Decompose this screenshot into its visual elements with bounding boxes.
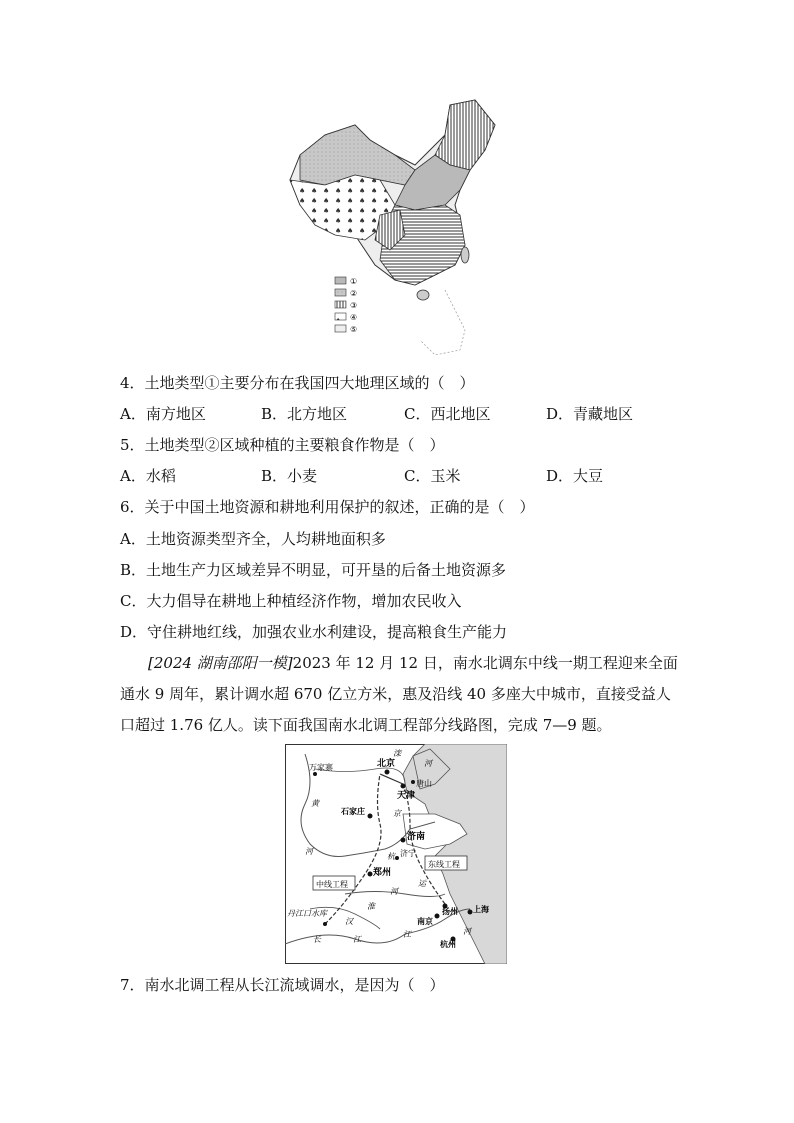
legend-label-1: ①: [350, 277, 358, 286]
river-jing: 京: [393, 809, 401, 818]
river-huai: 淮: [367, 902, 375, 911]
city-jining: 济宁: [400, 849, 416, 858]
city-zhengzhou: 郑州: [373, 868, 392, 878]
river-he-1: 河: [424, 759, 432, 768]
q6-option-d[interactable]: D．守住耕地红线，加强农业水利建设，提高粮食生产能力: [120, 623, 508, 641]
river-chang: 长: [313, 935, 321, 944]
q5-option-d[interactable]: D．大豆: [546, 467, 604, 485]
river-he-2: 河: [305, 847, 313, 856]
river-hang: 杭: [387, 852, 395, 861]
q6-option-a[interactable]: A．土地资源类型齐全，人均耕地面积多: [120, 530, 386, 548]
q5-option-c[interactable]: C．玉米: [404, 467, 461, 485]
river-he-4: 河: [463, 927, 471, 936]
river-luan: 滦: [393, 749, 401, 758]
china-land-type-map: [285, 95, 505, 360]
q4-option-c[interactable]: C．西北地区: [404, 405, 491, 423]
city-jinan: 济南: [407, 832, 426, 842]
question-4-stem: 4．土地类型①主要分布在我国四大地理区域的（ ）: [120, 374, 475, 392]
passage-text: 2023 年 12 月 12 日，南水北调东中线一期工程迎来全面通水 9 周年，累计调水超 670 亿立方米，惠及沿线 40 多座大中城市，直接受益人口超过 1.76 亿人。读下面我国南水北调工程部分线路图，完成 7—9 题。: [120, 654, 678, 734]
place-danjiangkou: 丹江口水库: [287, 909, 327, 918]
q4-option-b[interactable]: B．北方地区: [261, 405, 348, 423]
question-5-stem: 5．土地类型②区域种植的主要粮食作物是（ ）: [120, 436, 445, 454]
river-he-3: 河: [390, 887, 398, 896]
label-east-route: 东线工程: [428, 860, 460, 869]
q6-option-b[interactable]: B．土地生产力区域差异不明显，可开垦的后备土地资源多: [120, 561, 507, 579]
q4-option-a[interactable]: A．南方地区: [120, 405, 206, 423]
city-hangzhou: 杭州: [440, 940, 456, 949]
city-shijiazhuang: 石家庄: [341, 807, 365, 816]
river-jiang-2: 江: [403, 930, 411, 939]
river-jiang-1: 江: [353, 935, 361, 944]
city-beijing: 北京: [377, 759, 396, 769]
question-7-stem: 7．南水北调工程从长江流域调水，是因为（ ）: [120, 976, 445, 994]
city-wanjiazhai: 万家寨: [309, 763, 333, 772]
passage-source: [2024 湖南邵阳一模]: [148, 654, 293, 672]
question-6-stem: 6．关于中国土地资源和耕地利用保护的叙述，正确的是（ ）: [120, 498, 535, 516]
river-huang: 黄: [311, 799, 319, 808]
q5-option-a[interactable]: A．水稻: [120, 467, 176, 485]
legend-label-4: ④: [350, 313, 358, 322]
city-tianjin: 天津: [397, 791, 416, 801]
river-yun: 运: [418, 879, 426, 888]
river-han: 汉: [345, 917, 353, 926]
q6-option-c[interactable]: C．大力倡导在耕地上种植经济作物，增加农民收入: [120, 592, 462, 610]
q5-option-b[interactable]: B．小麦: [261, 467, 318, 485]
q4-option-d[interactable]: D．青藏地区: [546, 405, 634, 423]
legend-label-5: ⑤: [350, 325, 358, 334]
legend-label-2: ②: [350, 289, 358, 298]
city-shanghai: 上海: [473, 905, 489, 914]
legend-label-3: ③: [350, 301, 358, 310]
water-diversion-map: [285, 744, 507, 964]
map1-legend: [335, 277, 357, 334]
passage: [120, 648, 680, 741]
city-nanjing: 南京: [417, 917, 433, 926]
city-tangshan: 唐山: [416, 779, 432, 788]
city-yangzhou: 扬州: [442, 907, 458, 916]
label-middle-route: 中线工程: [316, 880, 348, 889]
